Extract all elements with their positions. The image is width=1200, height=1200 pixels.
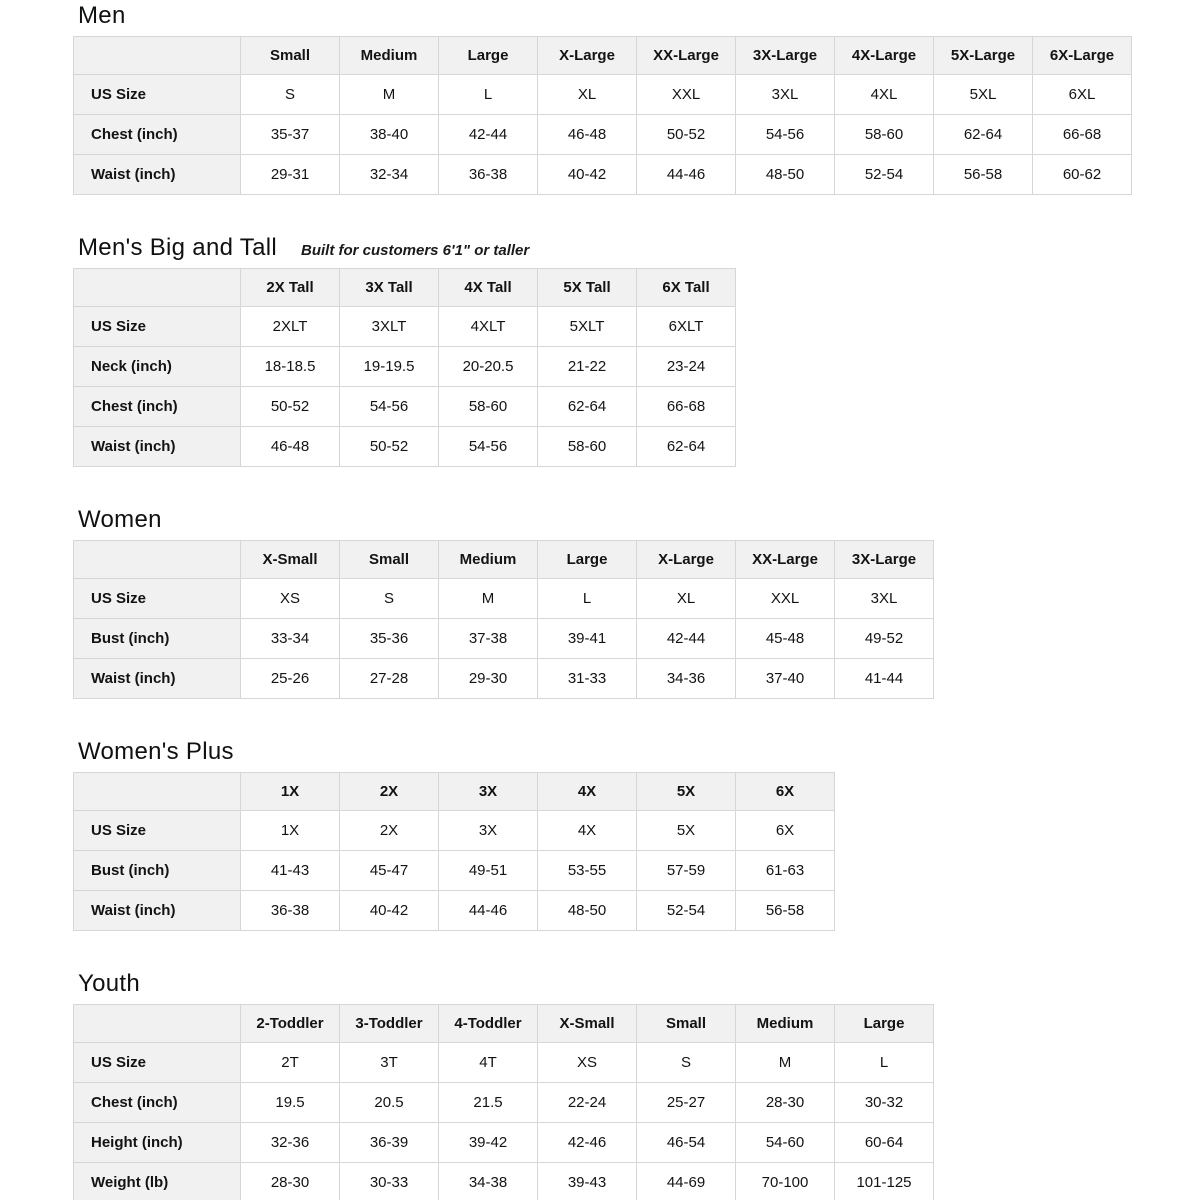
section-title-row-mens-big-and-tall — [78, 235, 1200, 261]
corner-cell — [74, 269, 241, 307]
size-cell: 46-48 — [241, 427, 340, 467]
size-cell: S — [340, 579, 439, 619]
size-table-youth — [73, 1004, 934, 1200]
row-label: Waist (inch) — [74, 659, 241, 699]
table-row — [74, 1083, 934, 1123]
size-cell: 44-46 — [439, 891, 538, 931]
size-cell: 3T — [340, 1043, 439, 1083]
size-cell: 2T — [241, 1043, 340, 1083]
column-header: 4-Toddler — [439, 1005, 538, 1043]
size-cell: 52-54 — [835, 155, 934, 195]
size-cell: L — [538, 579, 637, 619]
size-cell: 21.5 — [439, 1083, 538, 1123]
size-cell: 20-20.5 — [439, 347, 538, 387]
size-cell: 41-43 — [241, 851, 340, 891]
row-label: Bust (inch) — [74, 851, 241, 891]
row-label: US Size — [74, 1043, 241, 1083]
size-cell: 45-47 — [340, 851, 439, 891]
section-women — [73, 507, 1200, 699]
size-cell: 39-42 — [439, 1123, 538, 1163]
column-header: Small — [340, 541, 439, 579]
size-cell: 2XLT — [241, 307, 340, 347]
size-cell: 66-68 — [1033, 115, 1132, 155]
size-cell: XL — [538, 75, 637, 115]
size-cell: 49-51 — [439, 851, 538, 891]
table-head-men — [74, 37, 1132, 75]
row-label: US Size — [74, 75, 241, 115]
section-title-womens-plus: Women's Plus — [78, 738, 234, 765]
size-cell: M — [439, 579, 538, 619]
column-header: 3X Tall — [340, 269, 439, 307]
section-title-row-men — [78, 3, 1200, 29]
size-cell: L — [439, 75, 538, 115]
column-header: XX-Large — [637, 37, 736, 75]
size-cell: 58-60 — [439, 387, 538, 427]
table-body-women — [74, 579, 934, 699]
column-header: 6X-Large — [1033, 37, 1132, 75]
size-cell: 32-36 — [241, 1123, 340, 1163]
size-cell: XS — [241, 579, 340, 619]
size-cell: 34-36 — [637, 659, 736, 699]
size-cell: 6X — [736, 811, 835, 851]
size-cell: XXL — [637, 75, 736, 115]
size-cell: 22-24 — [538, 1083, 637, 1123]
size-cell: 50-52 — [340, 427, 439, 467]
size-cell: 6XL — [1033, 75, 1132, 115]
size-cell: 44-46 — [637, 155, 736, 195]
table-row — [74, 579, 934, 619]
row-label: Neck (inch) — [74, 347, 241, 387]
table-body-men — [74, 75, 1132, 195]
size-cell: 41-44 — [835, 659, 934, 699]
size-cell: 30-33 — [340, 1163, 439, 1200]
size-cell: 53-55 — [538, 851, 637, 891]
size-cell: 3X — [439, 811, 538, 851]
size-cell: 3XL — [835, 579, 934, 619]
size-cell: 30-32 — [835, 1083, 934, 1123]
size-cell: 101-125 — [835, 1163, 934, 1200]
row-label: Chest (inch) — [74, 1083, 241, 1123]
section-womens-plus — [73, 739, 1200, 931]
size-cell: 48-50 — [538, 891, 637, 931]
size-cell: S — [637, 1043, 736, 1083]
table-body-youth — [74, 1043, 934, 1200]
size-table-mens-big-and-tall — [73, 268, 736, 467]
size-cell: 4X — [538, 811, 637, 851]
size-cell: 33-34 — [241, 619, 340, 659]
size-cell: 4XL — [835, 75, 934, 115]
size-cell: 28-30 — [736, 1083, 835, 1123]
corner-cell — [74, 773, 241, 811]
column-header: 3-Toddler — [340, 1005, 439, 1043]
size-cell: 49-52 — [835, 619, 934, 659]
table-row — [74, 307, 736, 347]
size-cell: 32-34 — [340, 155, 439, 195]
size-cell: 5XLT — [538, 307, 637, 347]
column-header: 6X — [736, 773, 835, 811]
size-cell: 60-64 — [835, 1123, 934, 1163]
row-label: US Size — [74, 811, 241, 851]
column-header: Large — [835, 1005, 934, 1043]
column-header: Large — [439, 37, 538, 75]
section-subtitle-mens-big-and-tall: Built for customers 6'1" or taller — [300, 242, 530, 259]
column-header: Medium — [736, 1005, 835, 1043]
row-label: Chest (inch) — [74, 115, 241, 155]
size-cell: 6XLT — [637, 307, 736, 347]
column-header: Medium — [340, 37, 439, 75]
size-cell: 38-40 — [340, 115, 439, 155]
size-cell: 54-56 — [439, 427, 538, 467]
size-cell: 50-52 — [637, 115, 736, 155]
size-cell: 62-64 — [538, 387, 637, 427]
row-label: Chest (inch) — [74, 387, 241, 427]
row-label: Bust (inch) — [74, 619, 241, 659]
column-header: 5X Tall — [538, 269, 637, 307]
column-header: 2X — [340, 773, 439, 811]
column-header: Small — [241, 37, 340, 75]
size-cell: 21-22 — [538, 347, 637, 387]
row-label: Waist (inch) — [74, 155, 241, 195]
size-cell: 19.5 — [241, 1083, 340, 1123]
table-row — [74, 115, 1132, 155]
size-cell: 3XLT — [340, 307, 439, 347]
size-cell: 35-37 — [241, 115, 340, 155]
column-header: 3X — [439, 773, 538, 811]
size-cell: M — [340, 75, 439, 115]
size-cell: 4XLT — [439, 307, 538, 347]
row-label: US Size — [74, 579, 241, 619]
size-cell: 1X — [241, 811, 340, 851]
size-cell: 25-26 — [241, 659, 340, 699]
size-cell: 40-42 — [538, 155, 637, 195]
column-header: Medium — [439, 541, 538, 579]
section-title-row-womens-plus — [78, 739, 1200, 765]
size-cell: 37-38 — [439, 619, 538, 659]
table-row — [74, 891, 835, 931]
size-cell: 62-64 — [637, 427, 736, 467]
table-row — [74, 851, 835, 891]
size-cell: 70-100 — [736, 1163, 835, 1200]
size-cell: 35-36 — [340, 619, 439, 659]
size-cell: 57-59 — [637, 851, 736, 891]
table-head-mens-big-and-tall — [74, 269, 736, 307]
size-cell: 66-68 — [637, 387, 736, 427]
size-cell: 3XL — [736, 75, 835, 115]
column-header: Small — [637, 1005, 736, 1043]
size-table-men — [73, 36, 1132, 195]
column-header: 6X Tall — [637, 269, 736, 307]
size-cell: 60-62 — [1033, 155, 1132, 195]
size-cell: 4T — [439, 1043, 538, 1083]
size-cell: 37-40 — [736, 659, 835, 699]
column-header: X-Small — [241, 541, 340, 579]
section-title-row-youth — [78, 971, 1200, 997]
table-row — [74, 427, 736, 467]
header-row — [74, 269, 736, 307]
section-youth — [73, 971, 1200, 1200]
size-cell: 46-54 — [637, 1123, 736, 1163]
header-row — [74, 773, 835, 811]
section-mens-big-and-tall — [73, 235, 1200, 467]
table-head-youth — [74, 1005, 934, 1043]
row-label: Weight (lb) — [74, 1163, 241, 1200]
column-header: XX-Large — [736, 541, 835, 579]
size-cell: 58-60 — [835, 115, 934, 155]
size-cell: 31-33 — [538, 659, 637, 699]
column-header: 2-Toddler — [241, 1005, 340, 1043]
size-table-women — [73, 540, 934, 699]
column-header: X-Large — [637, 541, 736, 579]
size-cell: 36-39 — [340, 1123, 439, 1163]
size-cell: 29-30 — [439, 659, 538, 699]
size-cell: 62-64 — [934, 115, 1033, 155]
size-cell: 50-52 — [241, 387, 340, 427]
section-title-women: Women — [78, 506, 162, 533]
table-row — [74, 619, 934, 659]
corner-cell — [74, 1005, 241, 1043]
table-row — [74, 347, 736, 387]
size-cell: XS — [538, 1043, 637, 1083]
header-row — [74, 37, 1132, 75]
column-header: 2X Tall — [241, 269, 340, 307]
size-cell: M — [736, 1043, 835, 1083]
size-cell: 56-58 — [934, 155, 1033, 195]
table-body-mens-big-and-tall — [74, 307, 736, 467]
size-cell: 28-30 — [241, 1163, 340, 1200]
table-row — [74, 75, 1132, 115]
size-cell: 29-31 — [241, 155, 340, 195]
section-men — [73, 3, 1200, 195]
row-label: Waist (inch) — [74, 427, 241, 467]
column-header: 5X-Large — [934, 37, 1033, 75]
table-body-womens-plus — [74, 811, 835, 931]
table-row — [74, 387, 736, 427]
size-cell: 5XL — [934, 75, 1033, 115]
size-cell: S — [241, 75, 340, 115]
header-row — [74, 1005, 934, 1043]
table-row — [74, 1043, 934, 1083]
size-cell: 2X — [340, 811, 439, 851]
size-cell: 61-63 — [736, 851, 835, 891]
size-cell: 56-58 — [736, 891, 835, 931]
size-cell: XL — [637, 579, 736, 619]
size-cell: XXL — [736, 579, 835, 619]
size-cell: 54-56 — [340, 387, 439, 427]
size-cell: 42-44 — [637, 619, 736, 659]
column-header: 3X-Large — [736, 37, 835, 75]
column-header: 4X — [538, 773, 637, 811]
size-cell: 48-50 — [736, 155, 835, 195]
size-cell: 19-19.5 — [340, 347, 439, 387]
table-row — [74, 1163, 934, 1200]
size-cell: 39-41 — [538, 619, 637, 659]
section-title-youth: Youth — [78, 970, 141, 997]
size-cell: 20.5 — [340, 1083, 439, 1123]
column-header: 4X Tall — [439, 269, 538, 307]
size-cell: 5X — [637, 811, 736, 851]
table-head-women — [74, 541, 934, 579]
size-cell: 40-42 — [340, 891, 439, 931]
corner-cell — [74, 37, 241, 75]
size-cell: 45-48 — [736, 619, 835, 659]
size-cell: 54-56 — [736, 115, 835, 155]
size-cell: 52-54 — [637, 891, 736, 931]
table-row — [74, 155, 1132, 195]
column-header: 4X-Large — [835, 37, 934, 75]
size-cell: 25-27 — [637, 1083, 736, 1123]
column-header: X-Large — [538, 37, 637, 75]
size-cell: 39-43 — [538, 1163, 637, 1200]
size-cell: 27-28 — [340, 659, 439, 699]
row-label: US Size — [74, 307, 241, 347]
size-cell: 58-60 — [538, 427, 637, 467]
size-cell: 18-18.5 — [241, 347, 340, 387]
size-cell: 36-38 — [439, 155, 538, 195]
header-row — [74, 541, 934, 579]
size-cell: 34-38 — [439, 1163, 538, 1200]
row-label: Waist (inch) — [74, 891, 241, 931]
size-cell: 36-38 — [241, 891, 340, 931]
column-header: 1X — [241, 773, 340, 811]
size-cell: L — [835, 1043, 934, 1083]
row-label: Height (inch) — [74, 1123, 241, 1163]
table-row — [74, 659, 934, 699]
size-cell: 54-60 — [736, 1123, 835, 1163]
column-header: X-Small — [538, 1005, 637, 1043]
section-title-row-women — [78, 507, 1200, 533]
corner-cell — [74, 541, 241, 579]
table-head-womens-plus — [74, 773, 835, 811]
section-title-men: Men — [78, 2, 126, 29]
column-header: Large — [538, 541, 637, 579]
size-cell: 42-46 — [538, 1123, 637, 1163]
table-row — [74, 811, 835, 851]
column-header: 5X — [637, 773, 736, 811]
section-title-mens-big-and-tall: Men's Big and Tall — [78, 234, 277, 261]
column-header: 3X-Large — [835, 541, 934, 579]
table-row — [74, 1123, 934, 1163]
size-cell: 44-69 — [637, 1163, 736, 1200]
size-cell: 23-24 — [637, 347, 736, 387]
size-cell: 46-48 — [538, 115, 637, 155]
size-table-womens-plus — [73, 772, 835, 931]
size-cell: 42-44 — [439, 115, 538, 155]
